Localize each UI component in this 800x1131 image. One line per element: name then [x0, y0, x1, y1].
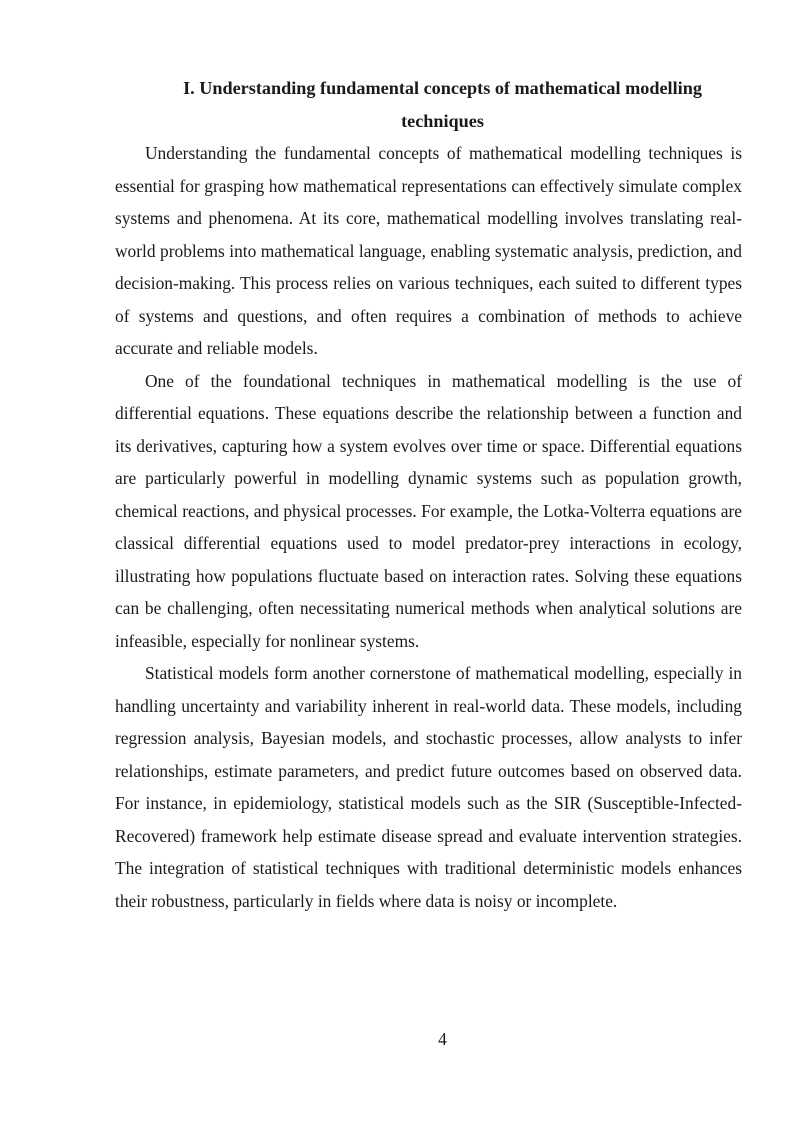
body-text	[115, 137, 742, 917]
paragraph-statistical-models: Statistical models form another cornerstone of mathematical modelling, especially in handling uncertainty and variability inherent in real-world data. These models, including regression analysis, Bayesian models, and stochastic processes, allow analysts to infer relationships, estimate parameters, and predict future outcomes based on observed data. For instance, in epidemiology, statistical models such as the SIR (Susceptible-Infected-Recovered) framework help estimate disease spread and evaluate intervention strategies. The integration of statistical techniques with traditional deterministic models enhances their robustness, particularly in fields where data is noisy or incomplete.	[115, 663, 742, 911]
document-page	[115, 72, 742, 917]
paragraph-intro: Understanding the fundamental concepts of mathematical modelling techniques is essential for grasping how mathematical representations can effectively simulate complex systems and phenomena. At its core, mathematical modelling involves translating real-world problems into mathematical language, enabling systematic analysis, prediction, and decision-making. This process relies on various techniques, each suited to different types of systems and questions, and often requires a combination of methods to achieve accurate and reliable models.	[115, 143, 742, 358]
paragraph-differential-equations: One of the foundational techniques in mathematical modelling is the use of differential equations. These equations describe the relationship between a function and its derivatives, capturing how a system evolves over time or space. Differential equations are particularly powerful in modelling dynamic systems such as population growth, chemical reactions, and physical processes. For example, the Lotka-Volterra equations are classical differential equations used to model predator-prey interactions in ecology, illustrating how populations fluctuate based on interaction rates. Solving these equations can be challenging, often necessitating numerical methods when analytical solutions are infeasible, especially for nonlinear systems.	[115, 370, 742, 651]
section-heading-line-2: techniques	[401, 110, 484, 131]
section-heading	[115, 72, 742, 137]
page-number: 4	[438, 1029, 447, 1049]
section-heading-line-1: I. Understanding fundamental concepts of mathematical modelling	[183, 78, 702, 98]
